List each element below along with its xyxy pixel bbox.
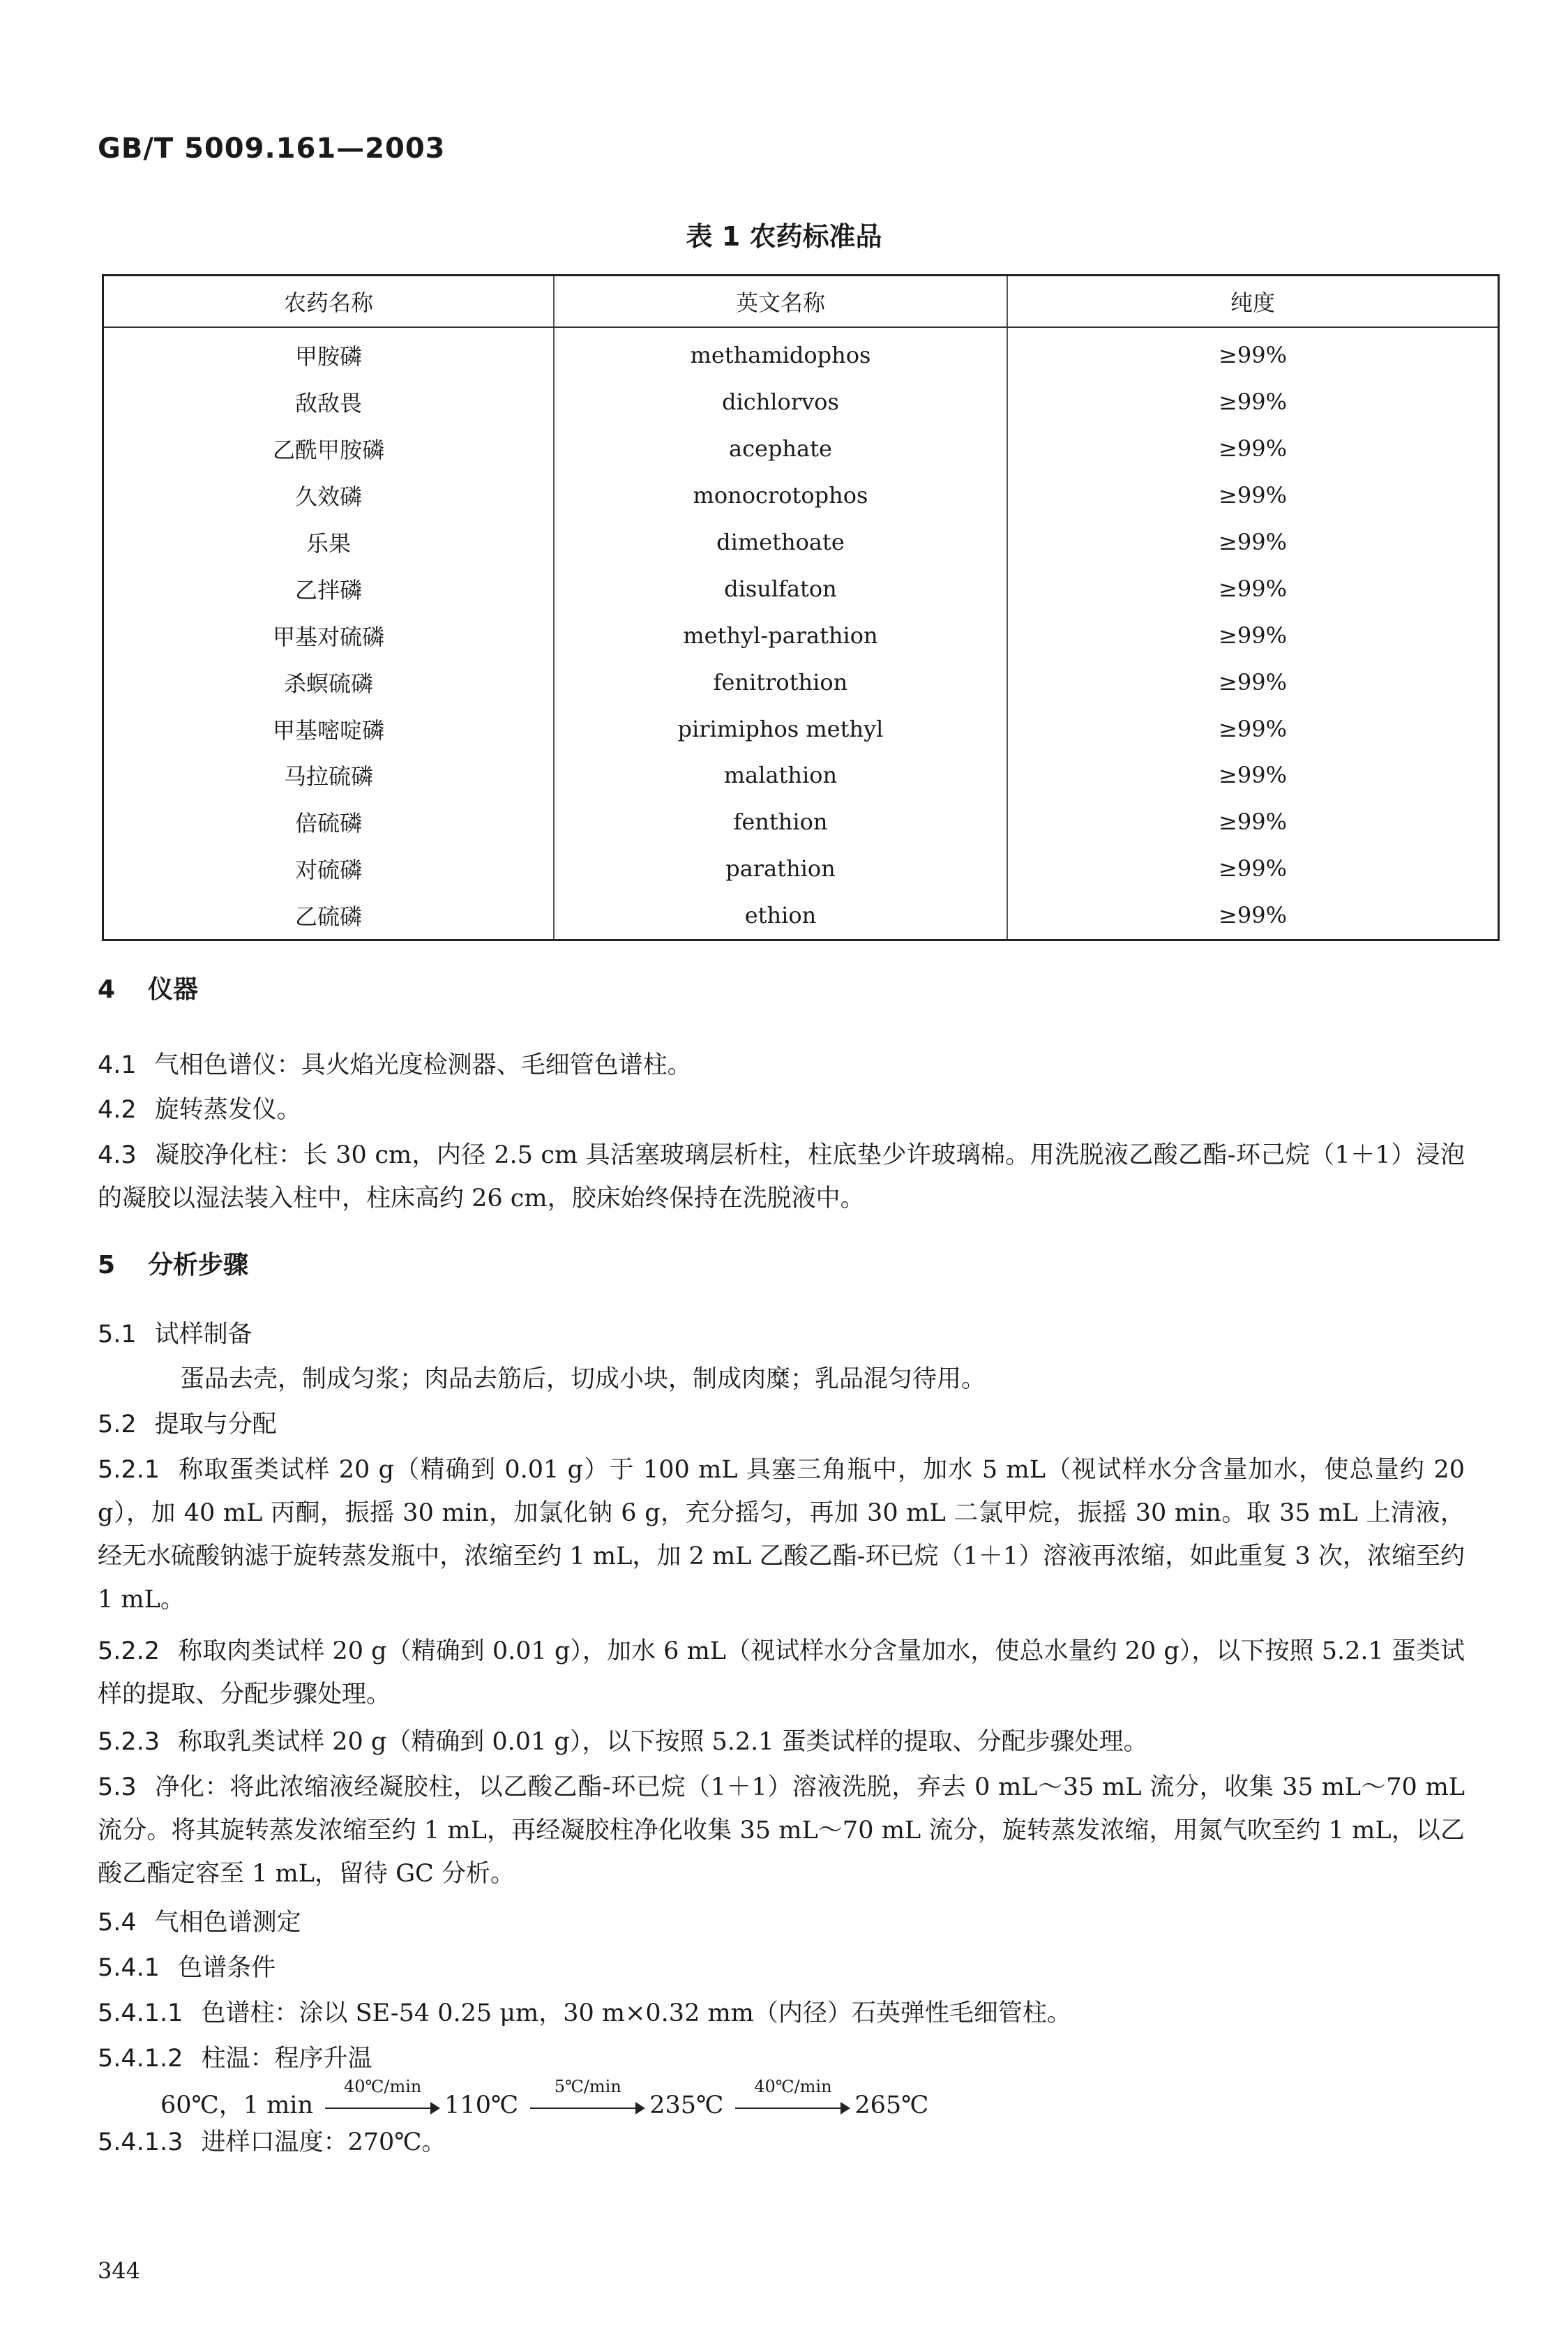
clause-text: 称取蛋类试样 20 g（精确到 0.01 g）于 100 mL 具塞三角瓶中，加水 5 mL（视试样水分含量加水，使总量约 20 g），加 40 mL 丙酮，振摇 30 min，加氯化钠 6 g，充分摇匀，再加 30 mL 二氯甲烷，振摇 30 min。取 35 mL 上清液，经无水硫酸钠滤于旋转蒸发瓶中，浓缩至约 1 mL，加 2 mL 乙酸乙酯-环已烷（1＋1）溶液再浓缩，如此重复 3 次，浓缩至约 1 mL。 <box>98 1456 1465 1614</box>
cell-purity: ≥99% <box>1007 659 1498 705</box>
cell-pesticide-name: 乙拌磷 <box>294 576 362 603</box>
clause-number: 5.2 <box>98 1411 137 1438</box>
program-start: 60℃，1 min <box>160 2091 314 2119</box>
paragraph-5-4-1-2 <box>98 2037 1465 2080</box>
section-number: 5 <box>98 1251 116 1279</box>
cell-purity: ≥99% <box>1007 565 1498 612</box>
cell-purity: ≥99% <box>1007 472 1498 519</box>
cell-purity: ≥99% <box>1007 327 1498 379</box>
clause-text: 旋转蒸发仪。 <box>154 1096 301 1124</box>
cell-english-name: fenitrothion <box>554 659 1007 705</box>
cell-pesticide-name: 乙酰甲胺磷 <box>272 437 384 464</box>
page-number: 344 <box>98 2257 141 2284</box>
section-title: 仪器 <box>148 975 199 1004</box>
clause-title: 色谱条件 <box>178 1954 276 1982</box>
clause-number: 5.1 <box>98 1321 137 1348</box>
clause-title: 试样制备 <box>154 1321 252 1348</box>
section-4-heading <box>98 970 198 1005</box>
clause-number: 4.3 <box>98 1141 137 1169</box>
clause-title: 提取与分配 <box>154 1411 277 1438</box>
clause-number: 5.4.1 <box>98 1954 160 1982</box>
clause-number: 5.2.2 <box>98 1637 160 1665</box>
cell-pesticide-name: 马拉硫磷 <box>283 763 373 790</box>
table-row <box>103 705 1499 752</box>
clause-number: 5.4.1.3 <box>98 2128 183 2156</box>
cell-purity: ≥99% <box>1007 752 1498 799</box>
table-row <box>103 612 1499 659</box>
cell-english-name: monocrotophos <box>554 472 1007 519</box>
paragraph-4-3 <box>98 1134 1465 1220</box>
cell-english-name: disulfaton <box>554 565 1007 612</box>
cell-pesticide-name: 倍硫磷 <box>294 810 362 837</box>
clause-number: 4.1 <box>98 1051 137 1079</box>
arrow-head-icon <box>635 2102 645 2114</box>
cell-purity: ≥99% <box>1007 519 1498 566</box>
clause-number: 5.4 <box>98 1909 137 1937</box>
ramp-arrow-2 <box>530 2076 645 2117</box>
temperature-program <box>160 2076 929 2121</box>
paragraph-5-1 <box>98 1313 1465 1356</box>
cell-purity: ≥99% <box>1007 426 1498 472</box>
paragraph-5-4-1-3 <box>98 2121 1465 2164</box>
clause-text: 称取乳类试样 20 g（精确到 0.01 g），以下按照 5.2.1 蛋类试样的提取、分配步骤处理。 <box>178 1728 1148 1756</box>
table-row <box>103 799 1499 846</box>
cell-english-name: fenthion <box>554 799 1007 846</box>
table-caption: 表 1 农药标准品 <box>686 221 882 252</box>
standard-header: GB/T 5009.161—2003 <box>98 133 446 165</box>
paragraph-5-3 <box>98 1766 1465 1895</box>
paragraph-5-2-2 <box>98 1630 1465 1716</box>
cell-english-name: malathion <box>554 752 1007 799</box>
arrow-head-icon <box>430 2102 440 2114</box>
clause-title: 气相色谱测定 <box>154 1909 301 1937</box>
clause-text: 净化：将此浓缩液经凝胶柱，以乙酸乙酯-环已烷（1＋1）溶液洗脱，弃去 0 mL～35 mL 流分，收集 35 mL～70 mL 流分。将其旋转蒸发浓缩至约 1 mL，再经凝胶柱净化收集 35 mL～70 mL 流分，旋转蒸发浓缩，用氮气吹至约 1 mL，以乙酸乙酯定容至 1 mL，留待 GC 分析。 <box>98 1773 1465 1888</box>
cell-pesticide-name: 敌敌畏 <box>294 390 362 417</box>
clause-text: 进样口温度：270℃。 <box>201 2128 446 2156</box>
column-header-name: 农药名称 <box>103 276 554 328</box>
cell-english-name: dimethoate <box>554 519 1007 566</box>
cell-english-name: pirimiphos methyl <box>554 705 1007 752</box>
cell-pesticide-name: 甲胺磷 <box>294 343 362 370</box>
column-header-purity: 纯度 <box>1007 276 1498 328</box>
cell-english-name: parathion <box>554 846 1007 892</box>
cell-purity: ≥99% <box>1007 799 1498 846</box>
table-row <box>103 565 1499 612</box>
cell-english-name: methamidophos <box>554 327 1007 379</box>
ramp-arrow-3 <box>735 2076 850 2117</box>
table-row <box>103 472 1499 519</box>
clause-number: 5.3 <box>98 1773 137 1801</box>
clause-text: 色谱柱：涂以 SE-54 0.25 μm，30 m×0.32 mm（内径）石英弹性毛细管柱。 <box>201 1999 1071 2027</box>
pesticide-standards-table <box>102 274 1500 941</box>
ramp-arrow-1 <box>325 2076 440 2117</box>
paragraph-5-4-1-1 <box>98 1992 1465 2035</box>
clause-number: 5.4.1.1 <box>98 1999 183 2027</box>
cell-pesticide-name: 久效磷 <box>294 483 362 511</box>
clause-number: 4.2 <box>98 1096 137 1124</box>
program-temp-2: 235℃ <box>649 2091 724 2119</box>
table-row <box>103 519 1499 566</box>
paragraph-5-4 <box>98 1901 1465 1944</box>
cell-pesticide-name: 杀螟硫磷 <box>283 670 373 697</box>
clause-number: 5.4.1.2 <box>98 2045 183 2073</box>
program-temp-3: 265℃ <box>854 2091 929 2119</box>
cell-english-name: methyl-parathion <box>554 612 1007 659</box>
table-row <box>103 846 1499 892</box>
paragraph-5-1-body: 蛋品去壳，制成匀浆；肉品去筋后，切成小块，制成肉糜；乳品混匀待用。 <box>180 1365 986 1393</box>
cell-english-name: acephate <box>554 426 1007 472</box>
table-row <box>103 892 1499 940</box>
table-row <box>103 752 1499 799</box>
cell-purity: ≥99% <box>1007 892 1498 940</box>
cell-purity: ≥99% <box>1007 705 1498 752</box>
table-row <box>103 426 1499 472</box>
paragraph-5-2-1 <box>98 1448 1465 1621</box>
cell-purity: ≥99% <box>1007 612 1498 659</box>
clause-text: 柱温：程序升温 <box>201 2045 372 2073</box>
cell-pesticide-name: 对硫磷 <box>294 857 362 884</box>
ramp-rate-2: 5℃/min <box>554 2076 621 2096</box>
paragraph-5-2 <box>98 1403 1465 1446</box>
arrow-head-icon <box>840 2102 850 2114</box>
cell-english-name: ethion <box>554 892 1007 940</box>
ramp-rate-1: 40℃/min <box>343 2076 422 2096</box>
paragraph-4-2 <box>98 1088 1465 1132</box>
cell-english-name: dichlorvos <box>554 379 1007 426</box>
section-number: 4 <box>98 975 116 1004</box>
table-row <box>103 659 1499 705</box>
paragraph-5-2-3 <box>98 1720 1465 1764</box>
table-body <box>103 327 1499 940</box>
table-row <box>103 327 1499 379</box>
paragraph-5-4-1 <box>98 1946 1465 1990</box>
paragraph-4-1 <box>98 1044 1465 1087</box>
section-5-heading <box>98 1245 248 1281</box>
clause-text: 凝胶净化柱：长 30 cm，内径 2.5 cm 具活塞玻璃层析柱，柱底垫少许玻璃棉。用洗脱液乙酸乙酯-环己烷（1＋1）浸泡的凝胶以湿法装入柱中，柱床高约 26 cm，胶床始终保持在洗脱液中。 <box>98 1141 1465 1212</box>
clause-number: 5.2.3 <box>98 1728 160 1756</box>
cell-pesticide-name: 乙硫磷 <box>294 903 362 931</box>
clause-text: 气相色谱仪：具火焰光度检测器、毛细管色谱柱。 <box>154 1051 692 1079</box>
program-temp-1: 110℃ <box>444 2091 519 2119</box>
cell-purity: ≥99% <box>1007 846 1498 892</box>
column-header-english: 英文名称 <box>554 276 1007 328</box>
ramp-rate-3: 40℃/min <box>754 2076 832 2096</box>
cell-purity: ≥99% <box>1007 379 1498 426</box>
table-row <box>103 379 1499 426</box>
clause-text: 称取肉类试样 20 g（精确到 0.01 g），加水 6 mL（视试样水分含量加水，使总水量约 20 g），以下按照 5.2.1 蛋类试样的提取、分配步骤处理。 <box>98 1637 1465 1708</box>
clause-number: 5.2.1 <box>98 1456 160 1484</box>
cell-pesticide-name: 乐果 <box>306 530 351 557</box>
cell-pesticide-name: 甲基嘧啶磷 <box>272 716 384 744</box>
table-header-row <box>103 276 1499 328</box>
cell-pesticide-name: 甲基对硫磷 <box>272 623 384 650</box>
section-title: 分析步骤 <box>148 1251 249 1279</box>
